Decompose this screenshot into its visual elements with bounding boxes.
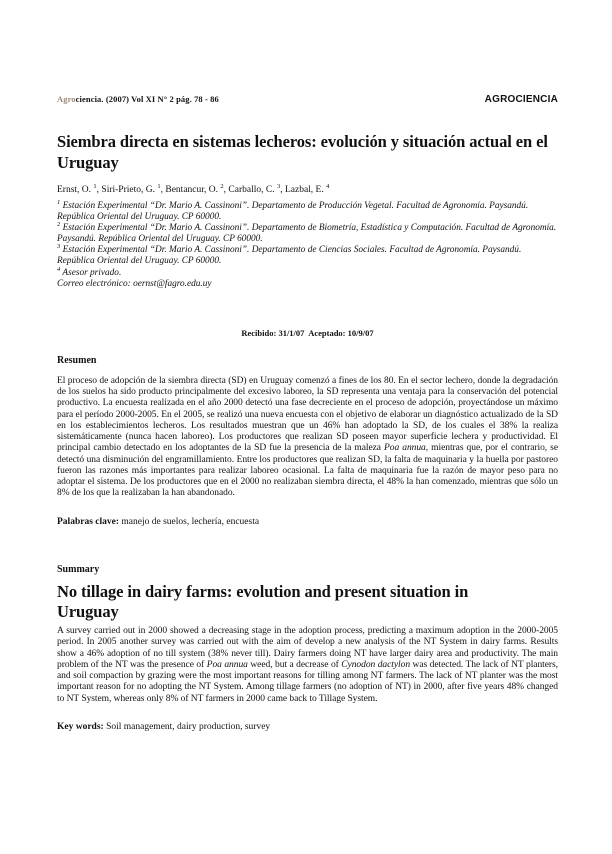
palabras-clave-line: Palabras clave: manejo de suelos, lechería, encuesta — [57, 516, 260, 527]
affiliation-3: $^3$ Estación Experimental “Dr. Mario A. Cassinoni”. Departamento de Ciencias Sociales. Facultad de Agronomía. Paysandú. República Oriental del Uruguay. CP 60000. — [57, 243, 522, 267]
summary-heading: Summary — [57, 563, 100, 575]
resumen-paragraph: El proceso de adopción de la siembra directa (SD) en Uruguay comenzó a fines de los 80. En el sector lechero, donde la degradación de los suelos ha sido producto principalmente del excesivo laboreo, la SD representa una ventaja para la conservación del potencial productivo. La encuesta realizada en el año 2000 detectó una fase decreciente en el proceso de adopción, proyectándose un máximo para el período 2000-2005. En el 2005, se realizó una nueva encuesta con el objetivo de elaborar un diagnóstico actualizado de la SD en los establecimientos lecheros. Los resultados muestran que un 46% han adoptado la SD, de los cuales el 38% la realiza sistemáticamente (nunca hacen laboreo). Los productores que realizan SD poseen mayor superficie lechera y productividad. El principal cambio detectado en los adoptantes de la SD fue la presencia de la maleza Poa annua, mientras que, por el contrario, se detectó una disminución del engramillamiento. Entre los productores que realizan SD, la falta de maquinaria y la huella por pastoreo fueron las razones más importantes para realizar laboreo ocasional. La falta de maquinaria fue la razón de mayor peso para no adoptar el sistema. De los productores que en el 2000 no realizaban siembra directa, el 48% la han comenzado, mientras que sólo un 8% de los que la realizaban la han abandonado. — [57, 375, 558, 499]
article-title-english: No tillage in dairy farms: evolution and present situation in Uruguay — [57, 581, 469, 622]
summary-paragraph: A survey carried out in 2000 showed a decreasing stage in the adoption process, predicting a maximum adoption in the 2000-2005 period. In 2005 another survey was carried out with the aim of develop a new analysis of the NT System in dairy farms. Results show a 46% adoption of no till system (38% never till). Dairy farmers doing NT have larger dairy area and productivity. The main problem of the NT was the presence of Poa annua weed, but a decrease of Cynodon dactylon was detected. The lack of NT planters, and soil compaction by grazing were the most important reasons for tilling among NT farmers. The lack of NT planter was the most important reason for no adopting the NT System. Among tillage farmers (no adoption of NT) in 2000, after five years 48% changed to NT System, whereas only 8% of NT farmers in 2000 came back to Tillage System. — [57, 626, 558, 704]
resumen-heading: Resumen — [57, 354, 97, 366]
journal-name: AGROCIENCIA — [484, 94, 558, 105]
received-accepted-line: Recibido: 31/1/07 Aceptado: 10/9/07 — [241, 327, 374, 338]
key-words-line: Key words: Soil management, dairy production, survey — [57, 721, 271, 732]
affiliation-4: $^4$ Asesor privado. — [57, 265, 122, 278]
page-header — [57, 94, 558, 105]
article-title-spanish: Siembra directa en sistemas lecheros: evolución y situación actual en el Uruguay — [57, 132, 548, 172]
affiliation-1: $^1$ Estación Experimental “Dr. Mario A. Cassinoni”. Departamento de Producción Vegetal. Facultad de Agronomía. Paysandú. República Oriental del Uruguay. CP 60000. — [57, 198, 529, 222]
affiliation-2: $^2$ Estación Experimental “Dr. Mario A. Cassinoni”. Departamento de Biometría, Estadística y Computación. Facultad de Agronomía. Paysandú. República Oriental del Uruguay. CP 60000. — [57, 220, 557, 245]
affiliations-block — [57, 198, 558, 290]
contact-email-line: Correo electrónico: oernst@fagro.edu.uy — [57, 278, 212, 289]
authors-line: Ernst, O. $^1$, Siri-Prieto, G. $^1$, Bentancur, O. $^2$, Carballo, C. $^3$, Lazbal, E. $^4$ — [57, 182, 330, 195]
journal-citation: Agrociencia. (2007) Vol XI N° 2 pág. 78 - 86 — [57, 94, 219, 104]
